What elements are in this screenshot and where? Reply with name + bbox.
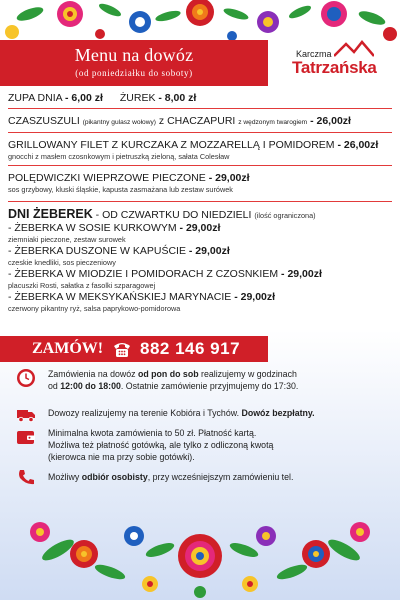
menu-item-name: ZUPA DNIA (8, 92, 63, 104)
menu-item-price: - 26,00zł (310, 115, 351, 127)
menu-row-czaszuszuli (8, 109, 392, 133)
menu-item-name: - ŻEBERKA W MIODZIE I POMIDORACH Z CZOSNKIEM (8, 268, 279, 280)
info-text: realizujemy w godzinach (198, 369, 297, 379)
logo-small-text: Karczma (296, 49, 332, 59)
menu-row-pork (8, 166, 392, 202)
clock-icon (16, 368, 36, 388)
header-banner (0, 40, 268, 86)
menu-item-price: - 29,00zł (234, 291, 276, 303)
info-text-bold: od pon do sob (137, 369, 199, 379)
pickup-phone-icon (16, 468, 36, 488)
info-text: Minimalna kwota zamówienia to 50 zł. Płatność kartą. (48, 428, 257, 438)
menu-item-price: - 29,00zł (179, 222, 221, 234)
menu-item-desc: sos grzybowy, kluski śląskie, kapusta zasmażana lub zestaw surówek (8, 185, 233, 194)
menu-list (8, 88, 392, 332)
menu-item-desc: czeskie knedliki, sos pieczeniowy (8, 258, 116, 267)
menu-item-price: - 8,00 zł (158, 92, 197, 104)
order-label: ZAMÓW! (32, 340, 104, 357)
menu-item-price: - 26,00zł (337, 139, 379, 151)
menu-item-price: - 6,00 zł (65, 92, 103, 104)
info-text: Dowozy realizujemy na terenie Kobióra i Tychów. (48, 408, 242, 418)
menu-item-price: - 29,00zł (188, 245, 230, 257)
menu-item-name: - ŻEBERKA W MEKSYKAŃSKIEJ MARYNACIE (8, 291, 232, 303)
info-text: . Ostatnie zamówienie przyjmujemy do 17:30. (120, 381, 299, 391)
ribs-section-note: (ilość ograniczona) (254, 211, 316, 220)
menu-item-name: POLĘDWICZKI WIEPRZOWE PIECZONE (8, 172, 206, 184)
info-text: Zamówienia na dowóz (48, 369, 138, 379)
info-text: od (48, 381, 61, 391)
menu-item-name: GRILLOWANY FILET Z KURCZAKA Z MOZZARELLĄ I POMIDOREM (8, 139, 335, 151)
page-title: Menu na dowóz (74, 45, 194, 65)
info-list (16, 368, 392, 491)
menu-item-note: (pikantny gulasz wołowy) (82, 119, 156, 126)
info-text-bold: Dowóz bezpłatny. (241, 408, 315, 418)
ribs-section-title: DNI ŻEBEREK (8, 207, 93, 221)
info-item-pickup (16, 471, 392, 491)
menu-item-name: - ŻEBERKA W SOSIE KURKOWYM (8, 222, 177, 234)
info-text: , przy wcześniejszym zamówieniu tel. (147, 472, 294, 482)
menu-section-ribs (8, 202, 392, 332)
menu-item-name: - ŻEBERKA DUSZONE W KAPUŚCIE (8, 245, 186, 257)
restaurant-logo (282, 40, 392, 86)
menu-item-desc: czerwony pikantny ryż, salsa paprykowo-pomidorowa (8, 304, 181, 313)
info-text-bold: odbiór osobisty (81, 472, 148, 482)
ribs-section-when: - OD CZWARTKU DO NIEDZIELI (95, 209, 252, 221)
logo-big-text: Tatrzańska (292, 58, 377, 77)
menu-item-connector: z (158, 115, 165, 127)
menu-item-name: CHACZAPURI (167, 115, 236, 127)
wallet-icon (16, 427, 36, 447)
page-subtitle: (od poniedziałku do soboty) (75, 68, 193, 78)
menu-item-name: ŻUREK (119, 92, 156, 104)
mountain-icon (334, 40, 374, 58)
menu-item-note: z wędzonym twarogiem (238, 119, 308, 126)
order-phone-number[interactable]: 882 146 917 (140, 339, 241, 358)
menu-row-soups (8, 88, 392, 109)
info-item-delivery (16, 405, 392, 427)
menu-item-price: - 29,00zł (208, 172, 250, 184)
info-text: Możliwy (48, 472, 82, 482)
menu-item-name: CZASZUSZULI (8, 115, 80, 127)
info-text: (kierowca nie ma przy sobie gotówki). (48, 452, 195, 462)
menu-item-price: - 29,00zł (281, 268, 322, 280)
folk-flowers-bottom-decoration (0, 510, 400, 600)
info-text-bold: 12:00 do 18:00 (60, 381, 121, 391)
menu-item-desc: ziemniaki pieczone, zestaw surowek (8, 235, 126, 244)
menu-item-desc: gnocchi z masłem czosnkowym i pietruszką zieloną, sałata Colesław (8, 152, 230, 161)
menu-item-desc: placuszki Rosti, sałatka z fasolki szparagowej (8, 281, 156, 290)
phone-icon (112, 340, 132, 358)
info-text: Możliwa też płatność gotówką, ale tylko z odliczoną kwotą (48, 440, 274, 450)
order-banner (0, 336, 268, 362)
delivery-truck-icon (16, 405, 36, 425)
info-item-hours (16, 368, 392, 405)
info-item-payment (16, 427, 392, 471)
menu-row-chicken (8, 133, 392, 166)
